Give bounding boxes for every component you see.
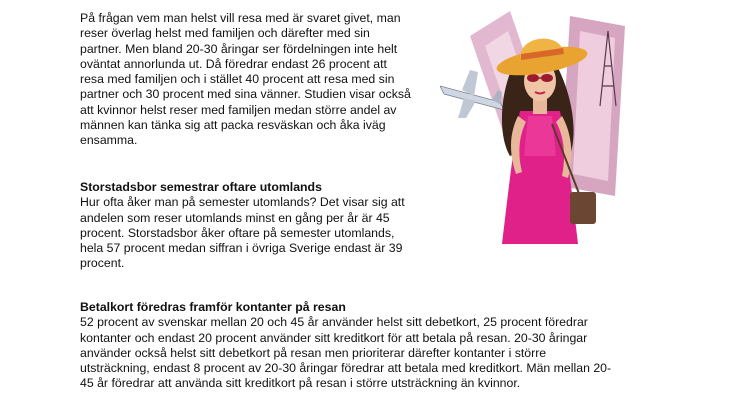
text-line: 45 år föredrar att använda sitt kreditkort på resan i större utsträckning än kvinnor. <box>80 376 521 391</box>
text-line: att kvinnor helst reser med familjen medan större andel av <box>80 102 397 117</box>
text-line: partner och 30 procent med sina vänner. Studien visar också <box>80 87 411 102</box>
travel-woman-illustration <box>440 6 660 251</box>
text-line: reser överlag helst med familjen och därefter med sin <box>80 26 370 41</box>
section-heading: Storstadsbor semestrar oftare utomlands <box>80 180 322 194</box>
text-line: oväntat annorlunda ut. Då föredrar endast 26 procent att <box>80 56 387 71</box>
text-line: partner. Men bland 20-30 åringar ser fördelningen inte helt <box>80 41 398 56</box>
text-line: hela 57 procent medan siffran i övriga Sverige endast är 39 <box>80 241 403 256</box>
section-card <box>80 300 611 392</box>
section-city <box>80 180 405 272</box>
text-line: 52 procent av svenskar mellan 20 och 45 år använder helst sitt debetkort, 25 procent föredrar <box>80 315 588 330</box>
text-line: procent. Storstadsbor åker oftare på semester utomlands, <box>80 225 395 240</box>
text-line: använder också helst sitt debetkort på resan men prioriterar därefter kontanter i större <box>80 345 547 360</box>
text-line: På frågan vem man helst vill resa med är svaret givet, man <box>80 11 401 25</box>
text-line: procent. <box>80 256 125 271</box>
text-line: Hur ofta åker man på semester utomlands? Det visar sig att <box>80 195 405 210</box>
text-line: andelen som reser utomlands minst en gång per år är 45 <box>80 210 390 225</box>
text-line: resa med familjen och i stället 40 procent att resa med sin <box>80 72 395 87</box>
text-line: kontanter och endast 20 procent använder sitt kreditkort för att betala på resan. 20-30 åringar <box>80 330 588 345</box>
text-line: männen kan tänka sig att packa resväskan och åka iväg <box>80 118 386 133</box>
text-line: ensamma. <box>80 133 138 148</box>
text-line: utsträckning, endast 8 procent av 20-30 åringar föredrar att betala med kreditkort. Män mellan 20- <box>80 361 612 376</box>
section-heading: Betalkort föredras framför kontanter på resan <box>80 300 346 314</box>
intro-paragraph <box>80 11 411 149</box>
